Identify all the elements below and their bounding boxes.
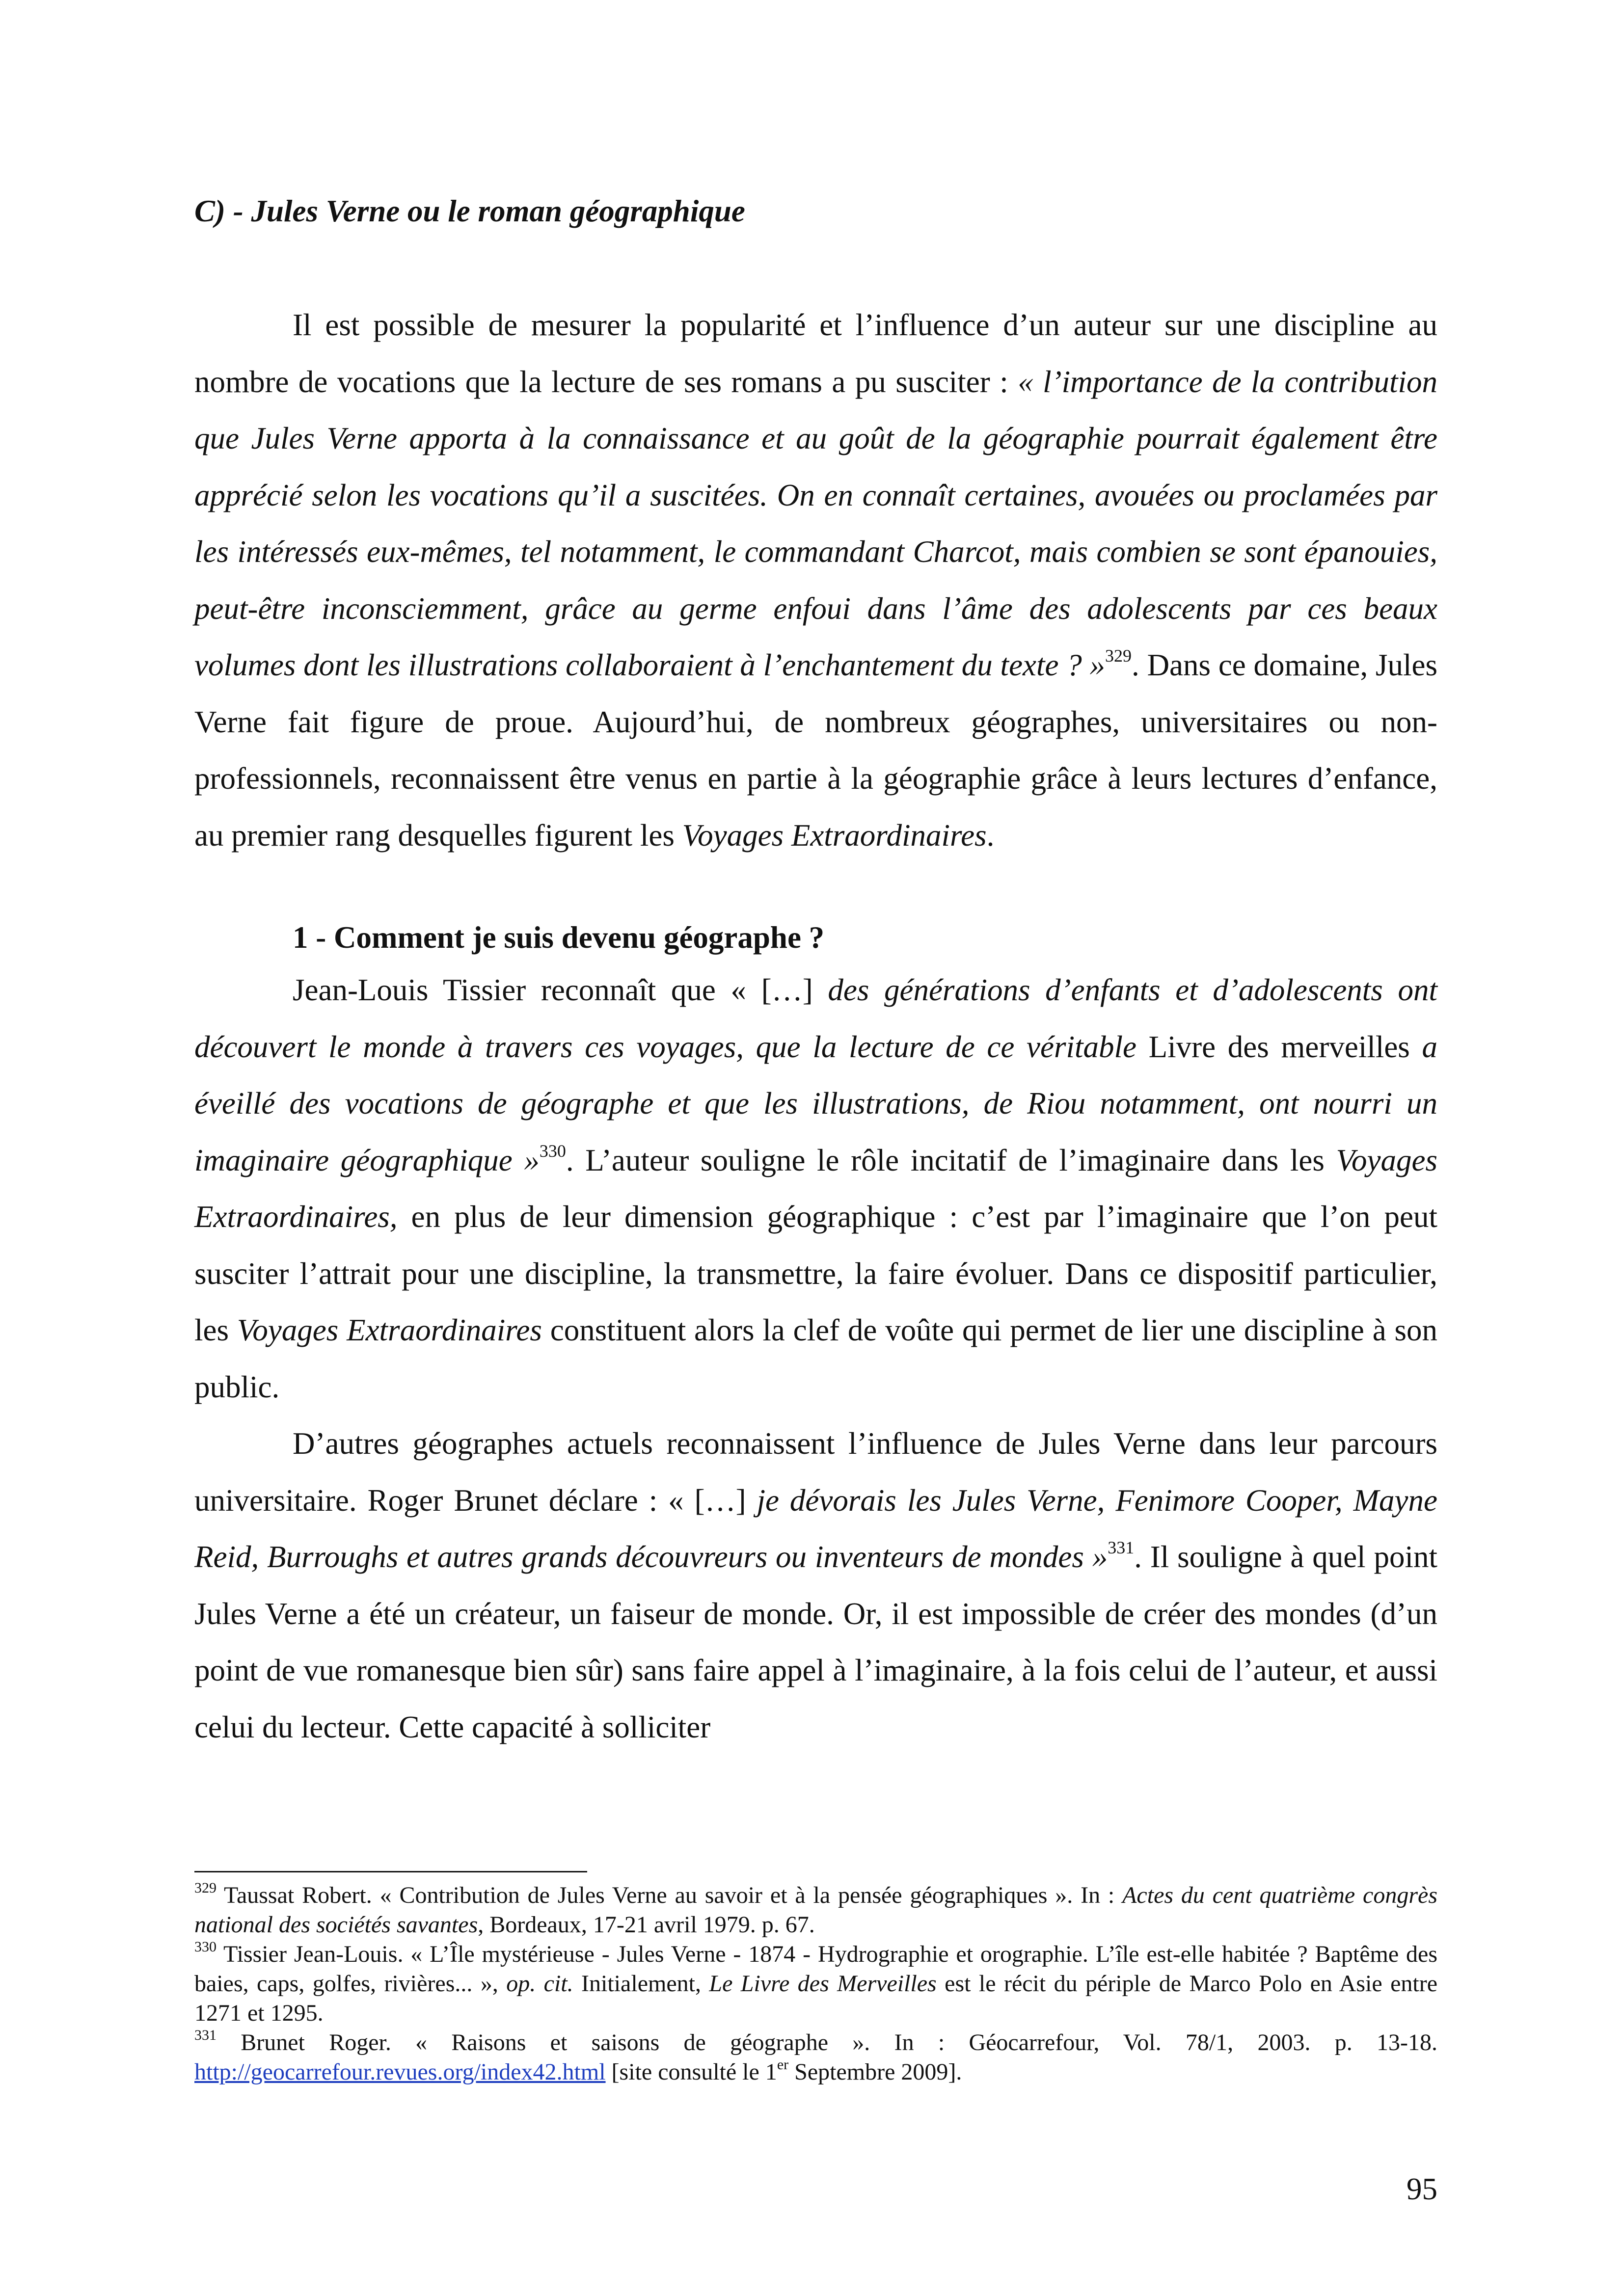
para2-text-4: constituent alors la clef de voûte qui permet de lier une discipline à son public.	[194, 1313, 1437, 1404]
para2-quote-2: a éveillé des vocations de géographe et que les illustrations, de Riou notamment, ont nourri un imaginaire géographique »	[194, 1029, 1438, 1177]
footnote-number: 331	[194, 2027, 216, 2043]
para3-quote: je dévorais les Jules Verne, Fenimore Cooper, Mayne Reid, Burroughs et autres grands découvreurs ou inventeurs de mondes »	[194, 1483, 1437, 1574]
footnote-number: 329	[194, 1880, 216, 1896]
footnote-italic: op. cit.	[506, 1971, 573, 1997]
ordinal-superscript: er	[777, 2056, 789, 2073]
footnote-331	[194, 2028, 1437, 2087]
footnote-text: Tissier Jean-Louis. « L’Île mystérieuse - Jules Verne - 1874 - Hydrographie et orographie. L’île est-elle habitée ? Baptême des baies, caps, golfes, rivières... »,	[194, 1941, 1437, 1997]
footnote-separator	[194, 1871, 587, 1872]
section-title: C) - Jules Verne ou le roman géographique	[194, 194, 745, 228]
footnote-ref-331[interactable]: 331	[1108, 1538, 1135, 1557]
paragraph-3	[194, 1415, 1437, 1756]
footnote-text: , Bordeaux, 17-21 avril 1979. p. 67.	[478, 1912, 815, 1938]
footnote-text: Septembre 2009].	[788, 2059, 962, 2085]
para1-quote: « l’importance de la contribution que Jules Verne apporta à la connaissance et au goût de la géographie pourrait également être apprécié selon les vocations qu’il a suscitées. On en connaît certaines, avouées ou proclamées par les intéressés eux-mêmes, tel notamment, le commandant Charcot, mais combien se sont épanouies, peut-être inconsciemment, grâce au germe enfoui dans l’âme des adolescents par ces beaux volumes dont les illustrations collaboraient à l’enchantement du texte ? »	[194, 364, 1437, 682]
footnote-ref-329[interactable]: 329	[1105, 646, 1132, 666]
footnote-text: Initialement,	[573, 1971, 709, 1997]
page-body	[194, 187, 1437, 1756]
footnote-italic: Le Livre des Merveilles	[709, 1971, 937, 1997]
para2-book-title: Livre des merveilles	[1136, 1029, 1422, 1064]
para2-text-2: . L’auteur souligne le rôle incitatif de l’imaginaire dans les	[566, 1143, 1336, 1177]
para2-text: Jean-Louis Tissier reconnaît que « […]	[293, 973, 828, 1007]
footnote-text: Brunet Roger. « Raisons et saisons de géographe ». In : Géocarrefour, Vol. 78/1, 2003. p. 13-18.	[216, 2029, 1437, 2056]
paragraph-2	[194, 962, 1437, 1415]
para1-text-3: .	[986, 818, 995, 853]
footnote-ref-330[interactable]: 330	[539, 1141, 566, 1161]
footnote-italic: Actes du cent quatrième congrès national des sociétés savantes	[194, 1882, 1437, 1938]
subheading: 1 - Comment je suis devenu géographe ?	[293, 920, 825, 955]
para1-book-title: Voyages Extraordinaires	[682, 818, 987, 853]
footnote-text: [site consulté le 1	[605, 2059, 777, 2085]
footnote-text: Taussat Robert. « Contribution de Jules Verne au savoir et à la pensée géographiques ». In :	[216, 1882, 1123, 1908]
para2-quote: des générations d’enfants et d’adolescents ont découvert le monde à travers ces voyages, que la lecture de ce véritable	[194, 973, 1437, 1064]
page-number: 95	[1407, 2172, 1437, 2206]
footnote-329	[194, 1881, 1437, 1940]
footnote-number: 330	[194, 1939, 216, 1955]
para2-book-title-2: Voyages Extraordinaires,	[194, 1143, 1437, 1234]
para3-text-2: . Il souligne à quel point Jules Verne a été un créateur, un faiseur de monde. Or, il est impossible de créer des mondes (d’un point de vue romanesque bien sûr) sans faire appel à l’imaginaire, à la fois celui de l’auteur, et aussi celui du lecteur. Cette capacité à solliciter	[194, 1540, 1437, 1744]
footnotes	[194, 1881, 1437, 2087]
paragraph-1	[194, 297, 1437, 864]
footnote-text: est le récit du périple de Marco Polo en Asie entre 1271 et 1295.	[194, 1971, 1438, 2026]
para1-text-2: . Dans ce domaine, Jules Verne fait figure de proue. Aujourd’hui, de nombreux géographes, universitaires ou non-professionnels, reconnaissent être venus en partie à la géographie grâce à leurs lectures d’enfance, au premier rang desquelles figurent les	[194, 648, 1437, 853]
para1-text: Il est possible de mesurer la popularité et l’influence d’un auteur sur une discipline au nombre de vocations que la lecture de ses romans a pu susciter :	[194, 308, 1437, 399]
para3-text: D’autres géographes actuels reconnaissent l’influence de Jules Verne dans leur parcours universitaire. Roger Brunet déclare : « […]	[194, 1426, 1437, 1518]
para2-text-3: en plus de leur dimension géographique : c’est par l’imaginaire que l’on peut susciter l’attrait pour une discipline, la transmettre, la faire évoluer. Dans ce dispositif particulier, les	[194, 1200, 1437, 1347]
para2-book-title-3: Voyages Extraordinaires	[237, 1313, 542, 1347]
footnote-330	[194, 1940, 1437, 2028]
footnote-link[interactable]: http://geocarrefour.revues.org/index42.html	[194, 2059, 606, 2085]
